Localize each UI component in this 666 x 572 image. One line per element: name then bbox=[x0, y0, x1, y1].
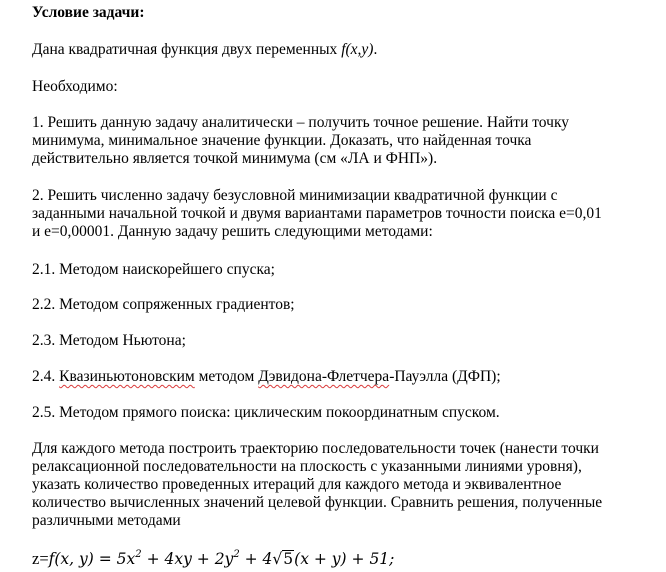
spellcheck-word-2: Дэвидона-Флетчера bbox=[258, 368, 390, 385]
item1-line3: действительно является точкой минимума (см «ЛА и ФНП»). bbox=[32, 150, 438, 167]
task-line4: количество вычисленных значений целевой функции. Сравнить решения, полученные bbox=[32, 494, 603, 511]
heading: Условие задачи: bbox=[32, 4, 145, 21]
task-line5: различными методами bbox=[32, 512, 181, 529]
method-2-2: 2.2. Методом сопряженных градиентов; bbox=[32, 296, 295, 313]
task-line2: релаксационной последовательности на плоскость с указанными линиями уровня), bbox=[32, 458, 582, 475]
task-line3: указать количество проведенных итераций для каждого метода и эквивалентное bbox=[32, 476, 562, 493]
item1-line1: 1. Решить данную задачу аналитически – получить точное решение. Найти точку bbox=[32, 114, 570, 131]
method-2-1: 2.1. Методом наискорейшего спуска; bbox=[32, 261, 275, 278]
method-2-4: 2.4. Квазиньютоновским методом Дэвидона-Флетчера-Пауэлла (ДФП); bbox=[32, 368, 501, 385]
item1-line2: минимума, минимальное значение функции. Доказать, что найденная точка bbox=[32, 132, 532, 149]
function-formula bbox=[32, 549, 394, 569]
formula-math: f(x, $y) = 5x^2 + 4xy + 2y^2 + 4√5(x + y) + 51$; bbox=[48, 549, 395, 568]
method-2-5: 2.5. Методом прямого поиска: циклическим покоординатным спуском. bbox=[32, 404, 500, 421]
method-2-3: 2.3. Методом Ньютона; bbox=[32, 332, 186, 349]
sqrt-radicand: 5 bbox=[283, 550, 294, 568]
necessary-label: Необходимо: bbox=[32, 78, 118, 95]
intro-paragraph bbox=[32, 41, 377, 59]
formula-z: z= bbox=[32, 549, 49, 568]
item2-line2: заданными начальной точкой и двумя вариантами параметров точности поиска e=0,01 bbox=[32, 205, 602, 222]
item2-line3: и e=0,00001. Данную задачу решить следующими методами: bbox=[32, 223, 433, 240]
intro-text: Дана квадратичная функция двух переменных bbox=[32, 41, 342, 58]
spellcheck-word-1: Квазиньютоновским bbox=[59, 368, 195, 385]
intro-end: . bbox=[373, 41, 378, 58]
item2-line1: 2. Решить численно задачу безусловной минимизации квадратичной функции с bbox=[32, 187, 558, 204]
function-name: f(x,y) bbox=[341, 41, 374, 58]
task-line1: Для каждого метода построить траекторию последовательности точек (нанести точки bbox=[32, 440, 599, 457]
